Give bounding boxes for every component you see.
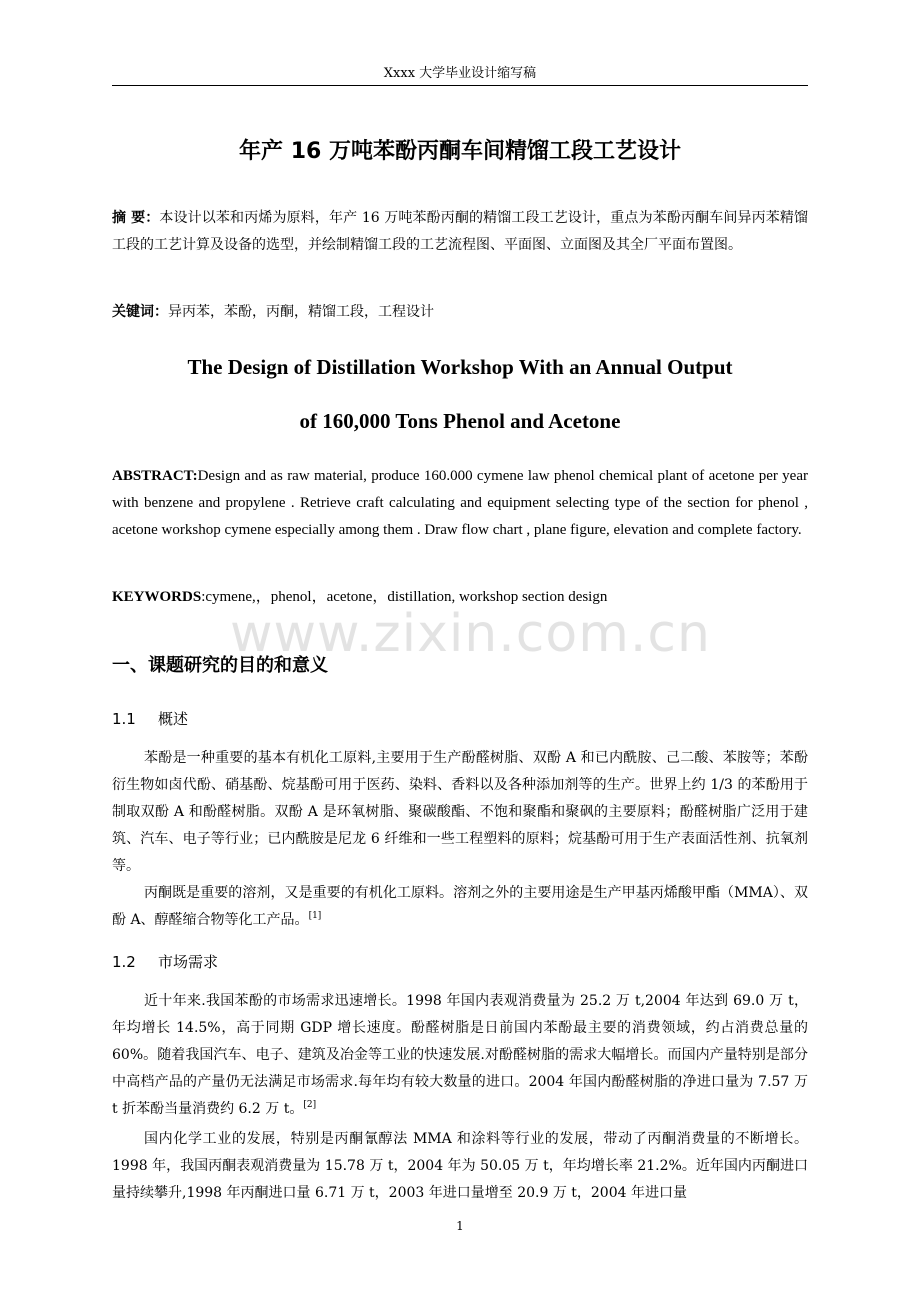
abstract-text-cn: 本设计以苯和丙烯为原料，年产 16 万吨苯酚丙酮的精馏工段工艺设计，重点为苯酚丙酮车间异丙苯精馏工段的工艺计算及设备的选型，并绘制精馏工段的工艺流程图、平面图、立面图及其全厂平面布置图。 (112, 210, 809, 253)
keywords-label-en: KEYWORDS (112, 589, 202, 605)
subsection-number: 1.2 (112, 953, 136, 971)
english-title-line1: The Design of Distillation Workshop With an Annual Output (187, 355, 733, 379)
english-keywords (112, 584, 808, 611)
chinese-keywords (112, 299, 808, 326)
abstract-text-en: Design and as raw material, produce 160.000 cymene law phenol chemical plant of acetone per year with benzene and propylene . Retrieve craft calculating and equipment selecting type of the section for phenol , acetone workshop cymene especially among them . Draw flow chart , plane figure, elevation and complete factory. (112, 468, 808, 538)
paragraph-overview-1: 苯酚是一种重要的基本有机化工原料,主要用于生产酚醛树脂、双酚 A 和已内酰胺、己二酸、苯胺等；苯酚衍生物如卤代酚、硝基酚、烷基酚可用于医药、染料、香料以及各种添加剂等的生产。世界上约 1/3 的苯酚用于制取双酚 A 和酚醛树脂。双酚 A 是环氧树脂、聚碳酸酯、不饱和聚酯和聚砜的主要原料；酚醛树脂广泛用于建筑、汽车、电子等行业；已内酰胺是尼龙 6 纤维和一些工程塑料的原料；烷基酚可用于生产表面活性剂、抗氧剂等。 (112, 750, 808, 874)
keywords-label-cn: 关键词： (112, 304, 168, 320)
running-header: Xxxx 大学毕业设计缩写稿 (383, 66, 537, 81)
keywords-text-en: :cymene,，phenol，acetone，distillation, workshop section design (201, 589, 608, 605)
page-number: 1 (456, 1219, 464, 1233)
paragraph-market-2: 国内化学工业的发展，特别是丙酮氰醇法 MMA 和涂料等行业的发展，带动了丙酮消费量的不断增长。1998 年，我国丙酮表观消费量为 15.78 万 t，2004 年为 50.05 万 t，年均增长率 21.2%。近年国内丙酮进口量持续攀升,1998 年丙酮进口量 6.71 万 t，2003 年进口量增至 20.9 万 t，2004 年进口量 (112, 1131, 808, 1201)
subsection-title: 概述 (158, 710, 189, 728)
citation-ref: [2] (303, 1100, 317, 1110)
citation-ref: [1] (308, 911, 322, 921)
chinese-title: 年产 16 万吨苯酚丙酮车间精馏工段工艺设计 (239, 139, 681, 164)
paragraph-market-1 (112, 988, 808, 1123)
abstract-label-cn: 摘 要： (112, 210, 160, 226)
chinese-abstract (112, 205, 808, 259)
subsection-number: 1.1 (112, 710, 136, 728)
watermark: www.zixin.com.cn (230, 604, 711, 664)
english-title-line2: of 160,000 Tons Phenol and Acetone (299, 409, 621, 433)
keywords-text-cn: 异丙苯，苯酚，丙酮，精馏工段，工程设计 (168, 304, 434, 320)
paragraph-text: 丙酮既是重要的溶剂，又是重要的有机化工原料。溶剂之外的主要用途是生产甲基丙烯酸甲酯（MMA）、双酚 A、醇醛缩合物等化工产品。 (112, 885, 808, 928)
subsection-heading-1-2 (112, 950, 808, 974)
section-heading-1: 一、课题研究的目的和意义 (112, 655, 328, 676)
header-rule (112, 85, 808, 86)
abstract-label-en: ABSTRACT: (112, 468, 198, 484)
paragraph-text: 近十年来.我国苯酚的市场需求迅速增长。1998 年国内表观消费量为 25.2 万 t,2004 年达到 69.0 万 t，年均增长 14.5%，高于同期 GDP 增长速度。酚醛树脂是日前国内苯酚最主要的消费领域，约占消费总量的 60%。随着我国汽车、电子、建筑及冶金等工业的快速发展.对酚醛树脂的需求大幅增长。而国内产量特别是部分中高档产品的产量仍无法满足市场需求.每年均有较大数量的进口。2004 年国内酚醛树脂的净进口量为 7.57 万 t 折苯酚当量消费约 6.2 万 t。 (112, 993, 808, 1117)
subsection-heading-1-1 (112, 707, 808, 731)
paragraph-overview-2 (112, 880, 808, 934)
english-abstract (112, 463, 808, 544)
subsection-title: 市场需求 (158, 953, 219, 971)
